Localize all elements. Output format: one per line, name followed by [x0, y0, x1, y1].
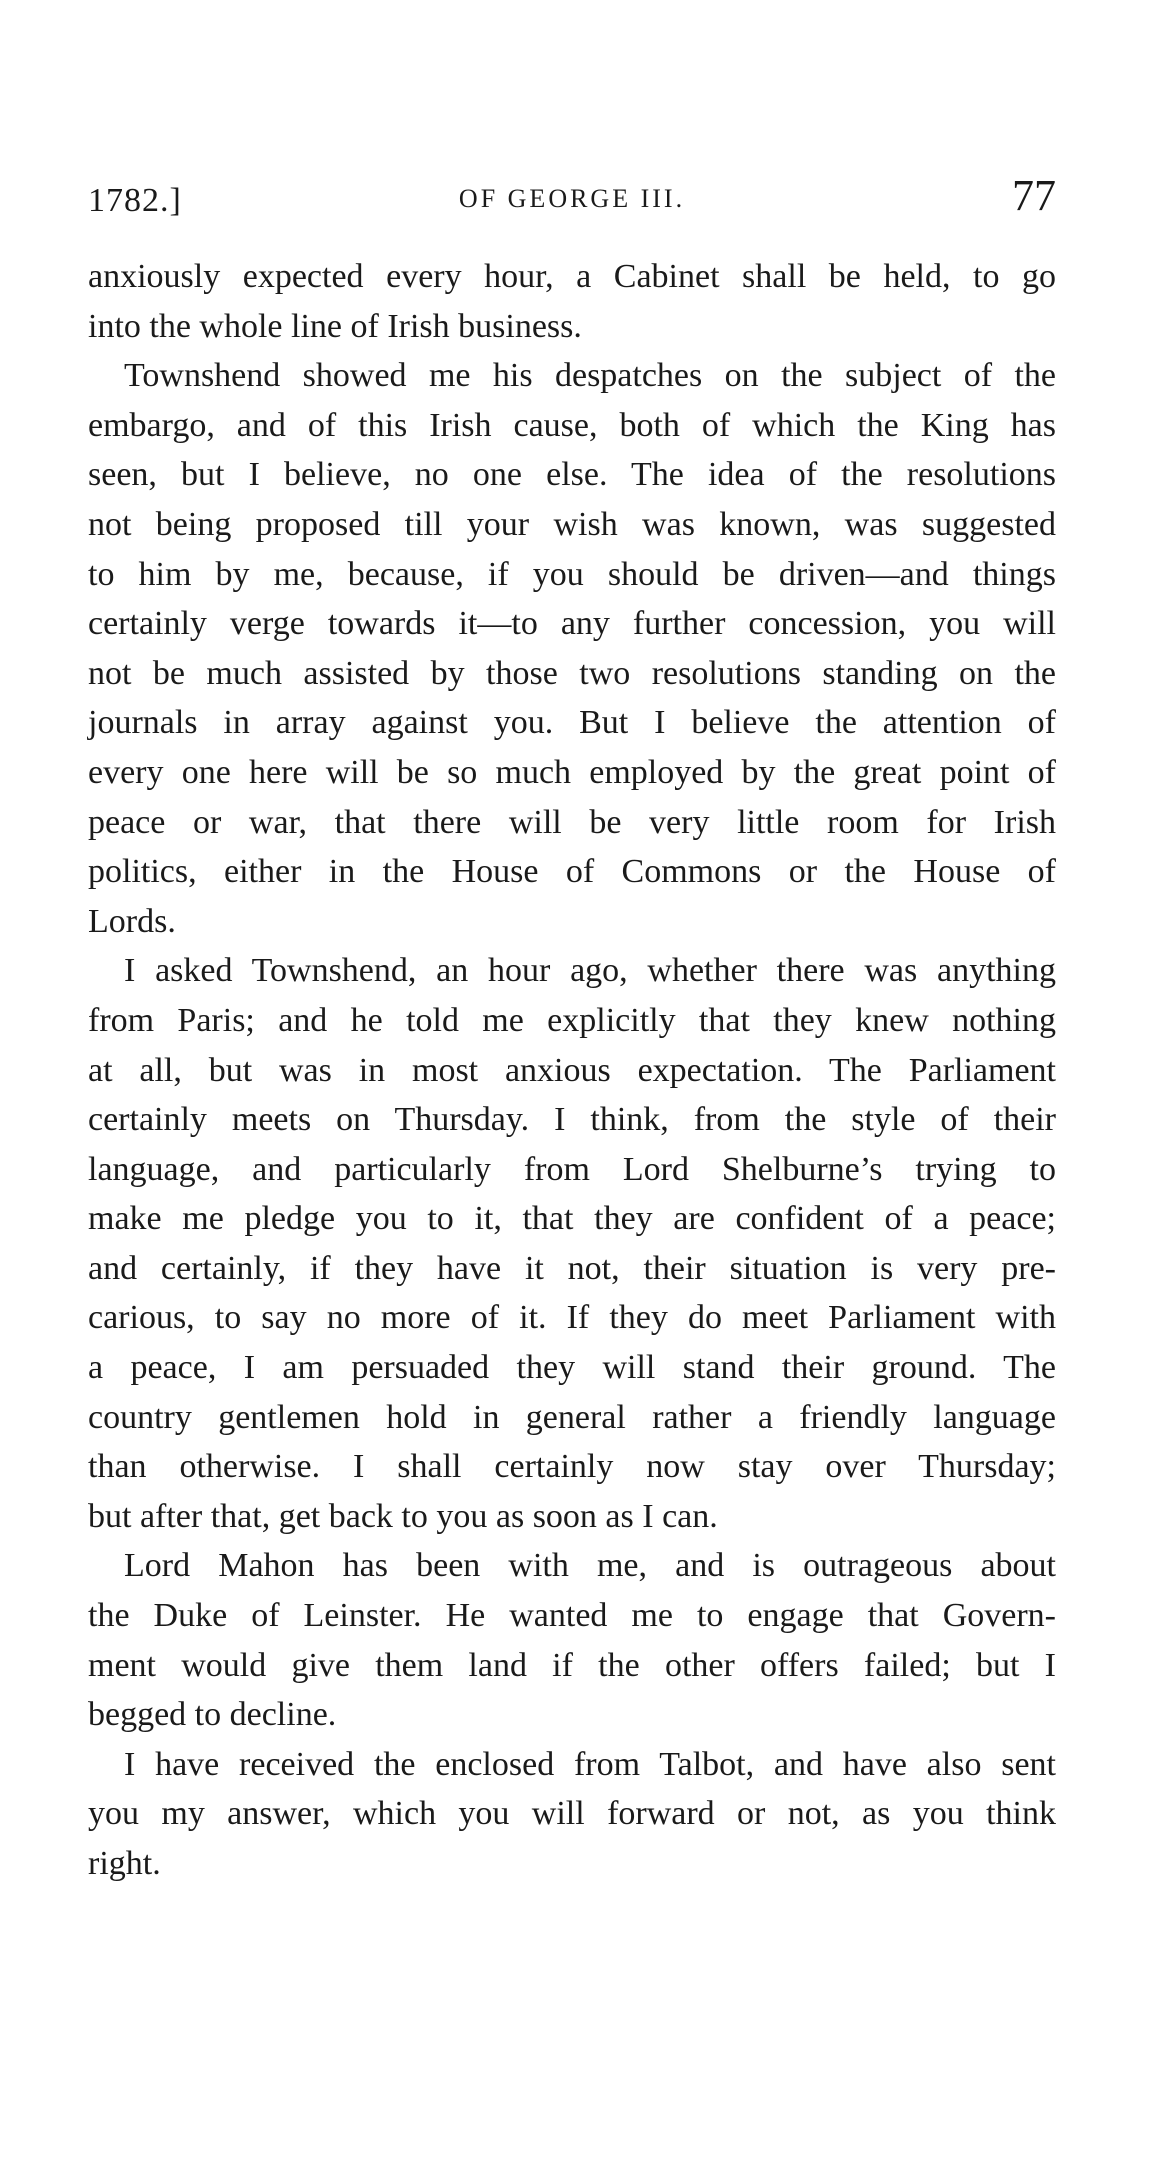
text-line: seen, but I believe, no one else. The idea of the resolutions: [88, 456, 1056, 494]
header-title: OF GEORGE III.: [458, 184, 686, 213]
text-line: into the whole line of Irish business.: [88, 307, 582, 345]
text-line: a peace, I am persuaded they will stand their ground. The: [88, 1349, 1056, 1387]
paragraph: [88, 252, 1056, 351]
running-header: [88, 166, 1056, 226]
text-line: at all, but was in most anxious expectation. The Parliament: [88, 1051, 1056, 1089]
text-line: Lords.: [88, 902, 176, 940]
text-line: ment would give them land if the other offers failed; but I: [88, 1646, 1056, 1684]
header-year: 1782.]: [88, 182, 182, 219]
text-line: but after that, get back to you as soon as I can.: [88, 1497, 718, 1535]
text-line: you my answer, which you will forward or not, as you think: [88, 1795, 1056, 1833]
text-line: peace or war, that there will be very little room for Irish: [88, 803, 1056, 841]
text-line: make me pledge you to it, that they are confident of a peace;: [88, 1200, 1056, 1238]
text-line: begged to decline.: [88, 1696, 337, 1734]
paragraph: [88, 351, 1056, 946]
text-line: certainly meets on Thursday. I think, from the style of their: [88, 1101, 1056, 1139]
text-line: embargo, and of this Irish cause, both of which the King has: [88, 406, 1056, 444]
text-line: I have received the enclosed from Talbot, and have also sent: [124, 1745, 1056, 1783]
text-line: not being proposed till your wish was known, was suggested: [88, 505, 1056, 543]
text-line: the Duke of Leinster. He wanted me to engage that Govern-: [88, 1597, 1056, 1635]
paragraph: [88, 946, 1056, 1541]
page-number: 77: [1012, 171, 1056, 220]
text-line: Townshend showed me his despatches on the subject of the: [124, 357, 1056, 395]
text-line: and certainly, if they have it not, their situation is very pre-: [88, 1249, 1056, 1287]
text-line: certainly verge towards it—to any further concession, you will: [88, 605, 1056, 643]
text-line: than otherwise. I shall certainly now stay over Thursday;: [88, 1448, 1056, 1486]
text-line: right.: [88, 1845, 161, 1882]
text-line: I asked Townshend, an hour ago, whether there was anything: [124, 952, 1056, 990]
text-line: politics, either in the House of Commons or the House of: [88, 853, 1056, 891]
text-line: not be much assisted by those two resolutions standing on the: [88, 654, 1056, 692]
text-line: language, and particularly from Lord Shelburne’s trying to: [88, 1150, 1056, 1188]
text-line: anxiously expected every hour, a Cabinet shall be held, to go: [88, 258, 1056, 295]
text-line: to him by me, because, if you should be driven—and things: [88, 555, 1056, 593]
paragraph: [88, 1740, 1056, 1889]
text-line: carious, to say no more of it. If they do meet Parliament with: [88, 1299, 1056, 1337]
text-line: Lord Mahon has been with me, and is outrageous about: [124, 1547, 1056, 1585]
text-line: from Paris; and he told me explicitly that they knew nothing: [88, 1001, 1056, 1039]
body-text: [88, 252, 1056, 1889]
text-line: country gentlemen hold in general rather a friendly language: [88, 1398, 1056, 1436]
text-line: every one here will be so much employed by the great point of: [88, 753, 1056, 791]
paragraph: [88, 1541, 1056, 1739]
text-line: journals in array against you. But I believe the attention of: [88, 704, 1056, 742]
